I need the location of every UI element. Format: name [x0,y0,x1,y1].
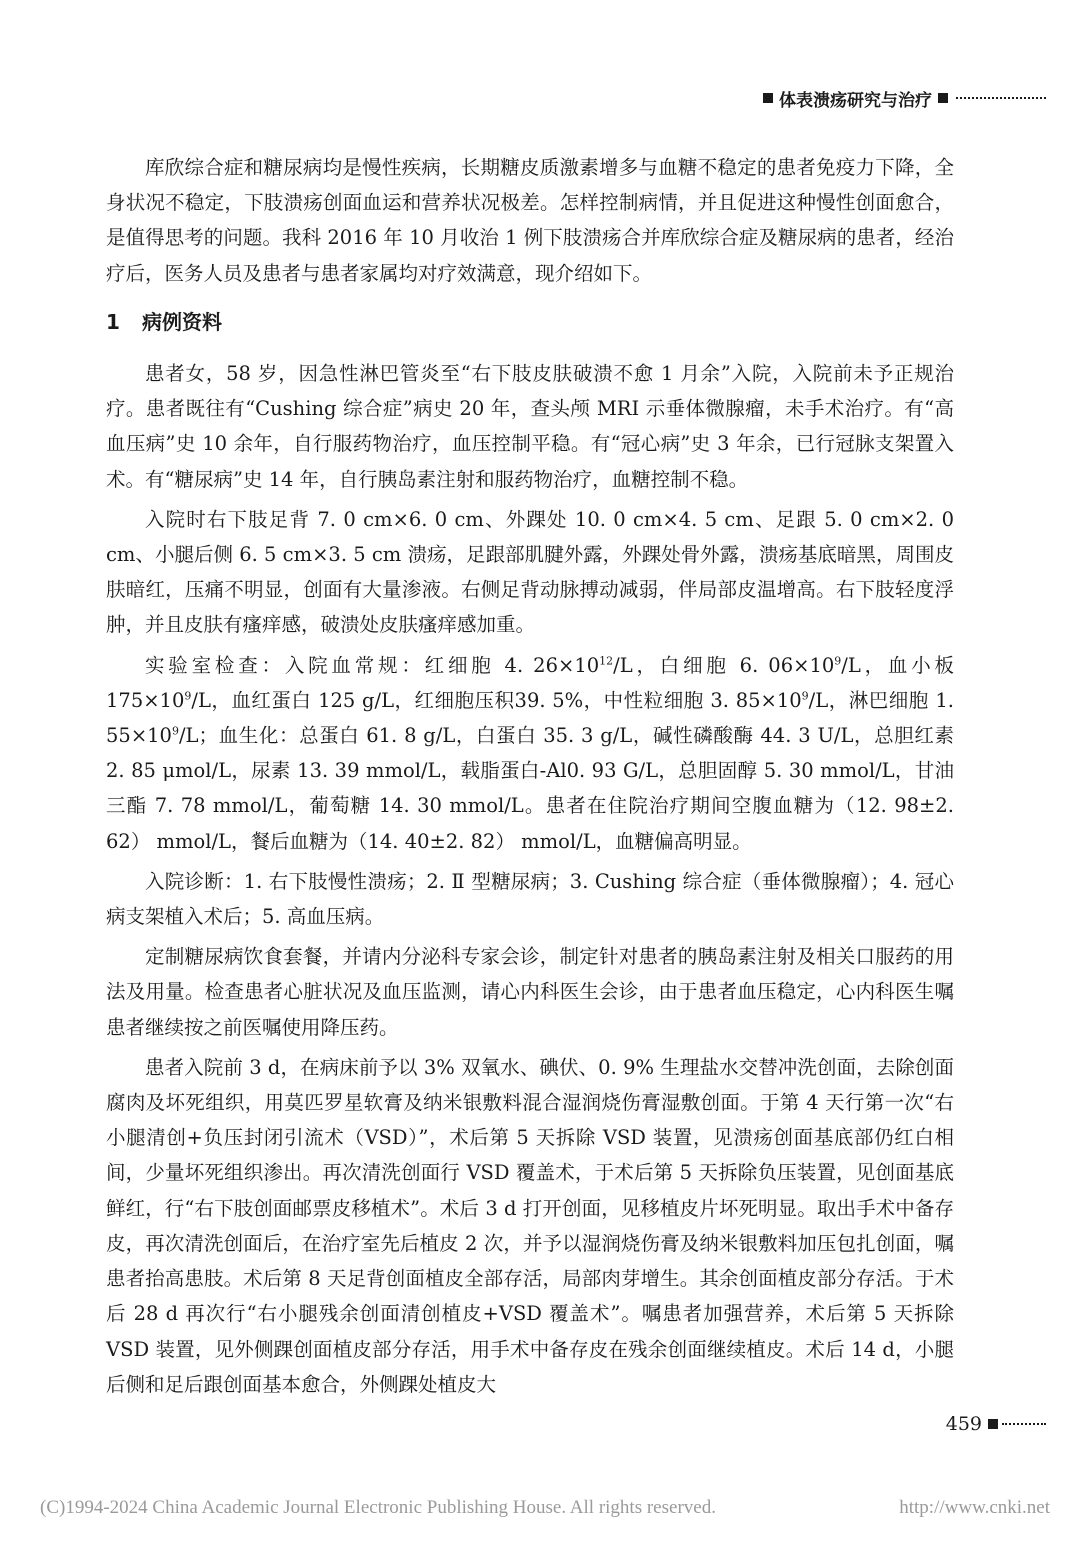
surgery-course-paragraph: 患者入院前 3 d，在病床前予以 3% 双氧水、碘伏、0. 9% 生理盐水交替冲洗创面，去除创面腐肉及坏死组织，用莫匹罗星软膏及纳米银敷料混合湿润烧伤膏湿敷创面。于第 4 天行第一次“右小腿清创+负压封闭引流术（VSD）”，术后第 5 天拆除 VSD 装置，见溃疡创面基底部仍红白相间，少量坏死组织渗出。再次清洗创面行 VSD 覆盖术，于术后第 5 天拆除负压装置，见创面基底鲜红，行“右下肢创面邮票皮移植术”。术后 3 d 打开创面，见移植皮片坏死明显。取出手术中备存皮，再次清洗创面后，在治疗室先后植皮 2 次，并予以湿润烧伤膏及纳米银敷料加压包扎创面，嘱患者抬高患肢。术后第 8 天足背创面植皮全部存活，局部肉芽增生。其余创面植皮部分存活。于术后 28 d 再次行“右小腿残余创面清创植皮+VSD 覆盖术”。嘱患者加强营养，术后第 5 天拆除 VSD 装置，见外侧踝创面植皮部分存活，用手术中备存皮在残余创面继续植皮。术后 14 d，小腿后侧和足后跟创面基本愈合，外侧踝处植皮大 [106,1055,954,1396]
lab-results-paragraph: 实验室检查：入院血常规：红细胞 4. $26\times 10^{12}/L$，白细胞 6. $06\times 10^9/L$，血小板 $175\times 10^9/L$，血红蛋白 125 g/L，红细胞压积39. 5%，中性粒细胞 3. $85\times 10^9/L$，淋巴细胞 1. $55\times 10^9/L$；血生化：总蛋白 61. 8 g/L，白蛋白 35. 3 g/L，碱性磷酸酶 44. 3 U/L，总胆红素 2. 85 μmol/L，尿素 13. 39 mmol/L，载脂蛋白-Al0. 93 G/L，总胆固醇 5. 30 mmol/L，甘油三酯 7. 78 mmol/L，葡萄糖 14. 30 mmol/L。患者在住院治疗期间空腹血糖为（12. 98±2. 62） mmol/L，餐后血糖为（14. 40±2. 82） mmol/L，血糖偏高明显。 [106,653,955,853]
section-title: 病例资料 [142,309,222,334]
square-bullet-icon [763,93,773,103]
intro-paragraph: 库欣综合症和糖尿病均是慢性疾病，长期糖皮质激素增多与血糖不稳定的患者免疫力下降，全身状况不稳定，下肢溃疡创面血运和营养状况极差。怎样控制病情，并且促进这种慢性创面愈合，是值得思考的问题。我科 2016 年 10 月收治 1 例下肢溃疡合并库欣综合症及糖尿病的患者，经治疗后，医务人员及患者与患者家属均对疗效满意，现介绍如下。 [106,156,954,285]
copyright-footer [40,1497,1050,1519]
copyright-text: (C)1994-2024 China Academic Journal Electronic Publishing House. All rights reserved. [40,1497,716,1518]
dotted-leader [1002,1423,1046,1425]
treatment-plan-paragraph: 定制糖尿病饮食套餐，并请内分泌科专家会诊，制定针对患者的胰岛素注射及相关口服药的用法及用量。检查患者心脏状况及血压监测，请心内科医生会诊，由于患者血压稳定，心内科医生嘱患者继续按之前医嘱使用降压药。 [106,945,954,1039]
running-header [757,86,1046,110]
case-history-paragraph: 患者女，58 岁，因急性淋巴管炎至“右下肢皮肤破溃不愈 1 月余”入院，入院前未予正规治疗。患者既往有“Cushing 综合症”病史 20 年，查头颅 MRI 示垂体微腺瘤，未手术治疗。有“高血压病”史 10 余年，自行服药物治疗，血压控制平稳。有“冠心病”史 3 年余，已行冠脉支架置入术。有“糖尿病”史 14 年，自行胰岛素注射和服药物治疗，血糖控制不稳。 [106,362,954,491]
header-title: 体表溃疡研究与治疗 [779,90,932,111]
admission-findings-paragraph: 入院时右下肢足背 7. 0 cm×6. 0 cm、外踝处 10. 0 cm×4. 5 cm、足跟 5. 0 cm×2. 0 cm、小腿后侧 6. 5 cm×3. 5 cm 溃疡，足跟部肌腱外露，外踝处骨外露，溃疡基底暗黑，周围皮肤暗红，压痛不明显，创面有大量渗液。右侧足背动脉搏动减弱，伴局部皮温增高。右下肢轻度浮肿，并且皮肤有瘙痒感，破溃处皮肤瘙痒感加重。 [106,507,954,637]
square-bullet-icon [988,1419,998,1429]
square-bullet-icon [938,93,948,103]
section-heading [106,305,954,340]
article-body [106,150,954,1407]
page-number: 459 [945,1413,982,1435]
dotted-leader [956,97,1046,99]
section-number: 1 [106,309,120,334]
footer-url: http://www.cnki.net [899,1497,1050,1518]
page-number-block [946,1412,1046,1436]
diagnosis-paragraph: 入院诊断：1. 右下肢慢性溃疡；2. Ⅱ 型糖尿病；3. Cushing 综合症（垂体微腺瘤）；4. 冠心病支架植入术后；5. 高血压病。 [106,869,954,929]
